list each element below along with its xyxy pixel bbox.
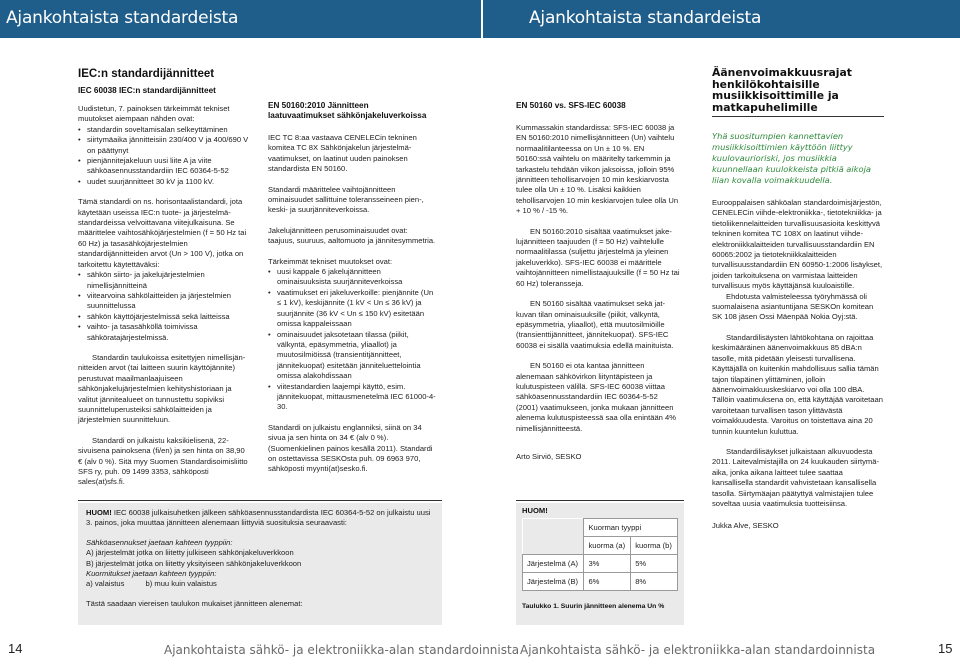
note-subheading: Kuormitukset jaetaan kahteen tyyppiin: <box>86 569 217 579</box>
list-item: • pienjännitejakeluun uusi liite A ja viite sähköasennusstandardiin IEC 60364-5-52 <box>78 156 249 177</box>
table-cell: 3% <box>584 555 631 573</box>
voltage-drop-table <box>522 518 678 591</box>
list-item: • sähkön siirto- ja jakelujärjestelmien nimellisjännitteinä <box>78 270 249 291</box>
paragraph: Ehdotusta valmisteleessa työryhmässä oli suomalaisena asiantuntijana SESKOn komitean SK 108 jäsen Ossi Mäenpää Nokia Oyj:stä. <box>712 291 874 322</box>
header-band-left <box>0 0 481 38</box>
table-group-header: Kuorman tyyppi <box>584 519 678 537</box>
article-heading: IEC 60038 IEC:n standardijännitteet <box>78 86 216 95</box>
section-title: IEC:n standardijännitteet <box>78 68 215 80</box>
paragraph: EN 50160 ei ota kantaa jännitteen alenemaan sähkövirkon liityntäpisteen ja kulutuspisteen välillä. SFS-IEC 60038 viittaa sähköasennusstandardiin IEC 60364-5-52 (2001) vaatimukseen, jonka mukaan jännitteen alenema kulutuspisteessä saa olla enintään 4% nimellisjännitteestä. <box>516 361 676 433</box>
article-comparison <box>516 101 681 462</box>
paragraph: Tämä standardi on ns. horisontaalistandardi, jota käytetään useissa IEC:n tuote- ja järjestelmästandardeissa velvoittavana viitejulkaisuna. Se määrittelee vaihtosähköjärjestelmien (f = 50 Hz tai 60 Hz) ja tasasähköjärjestelmien standardijännitteiden arvot (Un > 100 V), jotka on tarkoitettu käytettäväksi: <box>78 197 247 269</box>
paragraph: EN 50160:2010 sisältää vaatimukset jakelujännitteen taajuuden (f = 50 Hz) vaihtelulle normaalitilassa (suljettu järjestelmä ja yleinen jakeluverkko). SFS-IEC 60038 ei määrittele vaihtojännitteen nimellistaajuuksille (f = 50 Hz tai 60 Hz) toleranssejа. <box>516 226 680 288</box>
paragraph: IEC TC 8:aa vastaava CENELECin tekninen komitea TC 8X Sähkönjakelun järjestelmävaatimukset, on laatinut uuden painoksen standardista EN 50160. <box>268 133 417 174</box>
page-header-title: Ajankohtaista standardeista <box>6 8 239 28</box>
divider <box>712 116 884 117</box>
article-iec-60038 <box>78 86 249 488</box>
note-text: IEC 60038 julkaisuhetken jälkeen sähköasennusstandardista IEC 60364-5-52 on julkaistu uusi 3. painos, joka muuttaa jännitteen alenemaan liittyviä suosituksia seuraavasti: <box>86 508 431 528</box>
table-cell: 6% <box>584 573 631 591</box>
list-item: • siirtymäaika jännitteisiin 230/400 V ja 400/690 V on päättynyt <box>78 135 249 156</box>
note-line: Tästä saadaan viereisen taulukon mukaiset jännitteen alenemat: <box>86 598 303 608</box>
page-header-title: Ajankohtaista standardeista <box>529 8 762 28</box>
list-item: • vaatimukset eri jakeluverkoille: pienjännite (Un ≤ 1 kV), keskijännite (1 kV < Un ≤ 36 kV) ja suurjännite (36 kV < Un ≤ 150 kV) esitetään omissa kappaleissaan <box>268 288 436 330</box>
article-heading: EN 50160:2010 Jännitteen laatuvaatimukset sähkönjakeluverkoissa <box>268 101 427 120</box>
paragraph: Standardi on julkaistu kaksikielisenä, 22-sivuisena painoksena (fi/en) ja sen hinta on 38,90 € (alv 0 %). Sitä myy Suomen Standardisoimisliitto SFS ry, puh. 09 1499 3353, sähköposti sales(at)sfs.fi. <box>78 435 248 487</box>
note-label: HUOM! <box>86 508 112 517</box>
list-item: • uudet suurjännitteet 30 kV ja 1100 kV. <box>78 177 249 187</box>
list-item: • viitearvoina sähkölaitteiden ja järjestelmien suunnittelussa <box>78 291 249 312</box>
article-en-50160 <box>268 101 436 475</box>
paragraph: Jakelujännitteen perusominaisuudet ovat: taajuus, suuruus, aaltomuoto ja jännitesymmetria. <box>268 225 436 246</box>
paragraph: Standardi määrittelee vaihtojännitteen ominaisuudet sallittuine toleransseineen pien-, keski- ja suurjänniteverkoissa. <box>268 184 424 215</box>
table-cell: 5% <box>631 555 678 573</box>
table-cell <box>523 519 584 537</box>
lead-text: Yhä suositumpien kannettavien musiikkisoittimien käyttöön liittyy kuulovaurioriski, jos musiikkia kuunnellaan kuulokkeista pitkiä aikoja liian kovalla voimakkuudella. <box>712 131 871 185</box>
paragraph: Standardin taulukoissa esitettyjen nimellisjännitteiden arvot (tai laitteen suurin käyttöjännite) perustuvat maailmanlaajuiseen sähkönjakelujärjestelmien kehityshistoriaan ja valitut jännitealueet on tunnustettu sopiviksi suunnitteluperusteiksi sähkölaitteiden ja järjestelmien suunnitteluun. <box>78 352 246 425</box>
table-row <box>523 555 678 573</box>
page-number: 15 <box>938 641 953 656</box>
list-item: • standardin soveltamisalan selkeyttäminen <box>78 125 249 135</box>
changes-list <box>268 267 436 413</box>
table-row <box>523 537 678 555</box>
paragraph: Standardilisäysten lähtökohtana on rajoittaa keskimääräinen äänenvoimakkuus 85 dBA:n tasolle, mitä pidetään yleisesti turvallisena. Käyttäjällä on kuitenkin mahdollisuus sallia tämän tajon tilapäinen ylittäminen, jolloin äänenvoimakkuuskeskiarvo voi olla 100 dBA. Tällöin vaatimuksena on, että käyttäjää varoitetaan varoitetaan turvallisen tason ylittävästä voimakkuudesta. Varoitus on toistettava aina 20 tunnin kuuntelun kuluttua. <box>712 332 883 436</box>
paragraph: Standardi on julkaistu englanniksi, siinä on 34 sivua ja sen hinta on 34 € (alv 0 %). (Suomenkielinen painos kesällä 2011). Standardi on ostettavissa SESKOsta puh. 09 6963 970, sähköposti myynti(at)sesko.fi. <box>268 422 433 474</box>
page-number: 14 <box>8 641 23 656</box>
note-subheading: Sähköasennukset jaetaan kahteen tyyppiin: <box>86 537 233 547</box>
author-signature: Jukka Alve, SESKO <box>712 521 779 531</box>
divider <box>78 500 442 501</box>
note-line: B) järjestelmät jotka on liitetty yksityiseen sähkönjakeluverkkoon <box>86 558 302 568</box>
table-cell <box>523 537 584 555</box>
paragraph: Tärkeimmät tekniset muutokset ovat: <box>268 256 393 266</box>
note-line: a) valaistus b) muu kuin valaistus <box>86 579 217 589</box>
footer-text: Ajankohtaista sähkö- ja elektroniikka-alan standardoinnista <box>520 643 876 657</box>
paragraph: Eurooppalaisen sähköalan standardoimisjärjestön, CENELECin viihde-elektroniikka-, tietotekniikka- ja tietoliikennelaitteiden turvallisuusasioita keskittyvä tekninen komitea TC 108X on laatinut viihde-elektroniikkalaitteiden turvallisuusstandardiin EN 60065:2002 ja tietotekniikkalaitteiden turvallisuusstandardiin EN 60950-1:2006 lisäykset, joiden tarkoituksena on varmistaa laitteiden turvallisuus myös käyttäjänsä kuuloaistille. <box>712 198 883 291</box>
table-row-header: Järjestelmä (B) <box>523 573 584 591</box>
author-signature: Arto Sirviö, SESKO <box>516 451 582 461</box>
list-item: • viitestandardien laajempi käyttö, esim. jännitekuopat, mittausmenetelmä IEC 61000-4-30. <box>268 382 436 413</box>
list-item: • sähkön käyttöjärjestelmissä sekä laitteissa <box>78 312 249 322</box>
divider <box>516 500 684 501</box>
note-content <box>86 508 436 609</box>
paragraph: Kummassakin standardissa: SFS-IEC 60038 ja EN 50160:2010 nimellisjännitteen (Un) vaihtelu normaalitilanteessa on Un ± 10 %. EN 50160:ssä vaihtelu on määritelty tarkemmin ja tarkastelu tehdään viikon jaksoissa, jolloin 95% jännitteen tehollisarvojen 10 min keskiarvosta tulee olla Un ± 10 %. Lisäksi kaikkien tehollisarvojen 10 min keskiarvojen tulee olla Un + 10 % / -15 %. <box>516 123 679 216</box>
usage-list <box>78 270 249 343</box>
table-caption: Taulukko 1. Suurin jännitteen alenema Un % <box>522 603 665 610</box>
changes-list <box>78 125 249 187</box>
table-row-header: Järjestelmä (A) <box>523 555 584 573</box>
article-volume-limits <box>712 67 884 532</box>
table-row <box>523 573 678 591</box>
list-item: • ominaisuudet jaksotetaan tilassa (piikit, välkyntä, epäsymmetria, yliaallot) ja muutosilmiöissä (transientitjännitteet, jännitekuopat) esitetään jänniteluettelointia omissa alakohdissaan <box>268 330 436 382</box>
footer-text: Ajankohtaista sähkö- ja elektroniikka-alan standardoinnista <box>164 643 520 657</box>
paragraph: EN 50160 sisältää vaatimukset sekä jatkuvan tilan ominaisuuksille (piikit, välkyntä, epäsymmetria, yliaallot), että muutosilmiöille (transienttijännitteet, jännitekuopat). SFS-IEC 60038 ei sisällä vaatimuksia edellä mainituista. <box>516 299 674 350</box>
note-line: A) järjestelmät jotka on liitetty julkiseen sähkönjakeluverkkoon <box>86 548 294 558</box>
list-item: • uusi kappale 6 jakelujännitteen ominaisuuksista suurjänniteverkoissa <box>268 267 436 288</box>
intro-text: Uudistetun, 7. painoksen tärkeimmät tekniset muutokset aiempaan nähden ovat: <box>78 104 230 124</box>
header-band-right <box>481 0 960 38</box>
article-heading: EN 50160 vs. SFS-IEC 60038 <box>516 101 626 110</box>
paragraph: Standardilisäykset julkaistaan alkuvuodesta 2011. Laitevalmistajilla on 24 kuukauden siirtymä-aika, jonka aikana laitteet tulee saattaa kansallisella standardit vahvistetaan kansallisella tasolla. Siirtymäajan päätyttyä valmistajien tulee soveltaa uusia vaatimuksia tuotteisiinsa. <box>712 446 880 508</box>
table-cell: 8% <box>631 573 678 591</box>
article-heading: Äänenvoimakkuusrajat henkilökohtaisille musiikkisoittimille ja matkapuhelimille <box>712 66 852 114</box>
table-row <box>523 519 678 537</box>
table-column-header: kuorma (a) <box>584 537 631 555</box>
note-label: HUOM! <box>522 506 548 515</box>
list-item: • vaihto- ja tasasähköllä toimivissa sähköratajärjestelmissä. <box>78 322 249 343</box>
table-column-header: kuorma (b) <box>631 537 678 555</box>
